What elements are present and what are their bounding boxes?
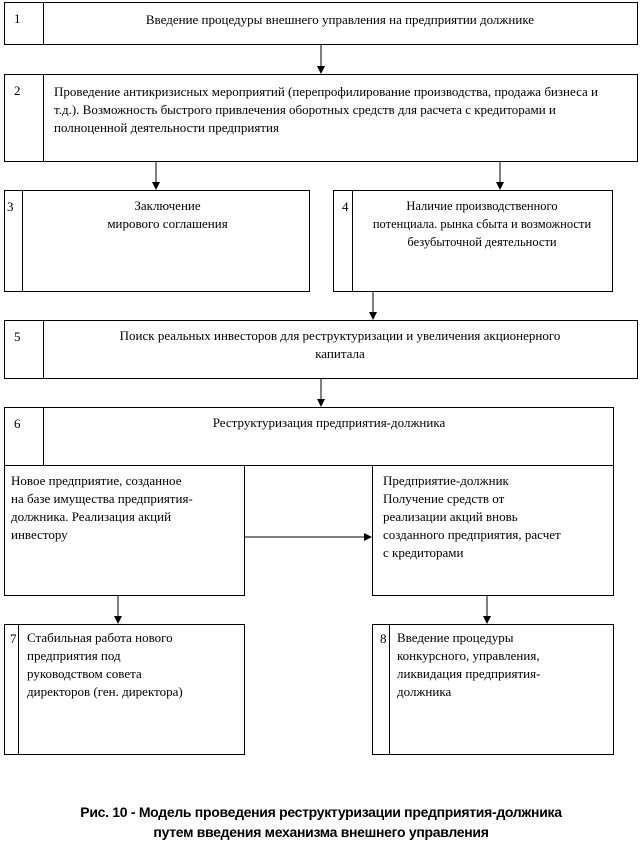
box-1-number: 1 bbox=[14, 11, 21, 26]
box-5-number: 5 bbox=[14, 329, 21, 344]
box-7-line: Стабильная работа нового bbox=[27, 630, 173, 645]
box-4-number: 4 bbox=[342, 199, 349, 214]
box-6a-line: Новое предприятие, созданное bbox=[11, 473, 182, 488]
box-6b-line: Предприятие-должник bbox=[383, 473, 509, 488]
box-8-line: должника bbox=[397, 684, 452, 699]
box-3-line: мирового соглашения bbox=[107, 216, 228, 231]
box-5-line: капитала bbox=[315, 346, 365, 361]
box-6b-line: реализации акций вновь bbox=[383, 509, 518, 524]
box-1-text: Введение процедуры внешнего управления на предприятии должнике bbox=[145, 12, 535, 27]
box-8-number: 8 bbox=[380, 631, 387, 646]
box-5-line: Поиск реальных инвесторов для реструктуризации и увеличения акционерного bbox=[119, 328, 561, 343]
box-3-number: 3 bbox=[7, 199, 14, 214]
box-6a-line: на базе имущества предприятия- bbox=[11, 491, 193, 506]
box-7-number: 7 bbox=[10, 631, 17, 646]
box-7-line: руководством совета bbox=[27, 666, 142, 681]
box-8-line: Введение процедуры bbox=[397, 630, 514, 645]
box-2-number: 2 bbox=[14, 83, 21, 98]
figure-caption-line-2: путем введения механизма внешнего управления bbox=[153, 824, 489, 840]
box-6a-line: инвестору bbox=[11, 527, 68, 542]
box-7-line: директоров (ген. директора) bbox=[27, 684, 183, 699]
box-4-line: потенциала. рынка сбыта и возможности bbox=[372, 217, 592, 231]
box-4-line: безубыточной деятельности bbox=[407, 235, 557, 249]
box-3-line: Заключение bbox=[134, 198, 201, 213]
box-6-number: 6 bbox=[14, 416, 21, 431]
box-2-text: Проведение антикризисных мероприятий (перепрофилирование производства, продажа бизнеса и т.д.). Возможность быстрого привлечения оборотных средств для расчета с кредиторами и полноценной деятельности предприятия bbox=[54, 84, 598, 135]
box-6-text: Реструктуризация предприятия-должника bbox=[212, 415, 446, 430]
box-6b-line: с кредиторами bbox=[383, 545, 464, 560]
box-6b-line: Получение средств от bbox=[383, 491, 505, 506]
box-7-line: предприятия под bbox=[27, 648, 121, 663]
box-8-line: ликвидация предприятия- bbox=[397, 666, 541, 681]
box-8-line: конкурсного, управления, bbox=[397, 648, 540, 663]
box-6a-line: должника. Реализация акций bbox=[11, 509, 172, 524]
box-4-line: Наличие производственного bbox=[406, 199, 558, 213]
box-6b-line: созданного предприятия, расчет bbox=[383, 527, 561, 542]
figure-caption-line-1: Рис. 10 - Модель проведения реструктуризации предприятия-должника bbox=[80, 804, 562, 820]
